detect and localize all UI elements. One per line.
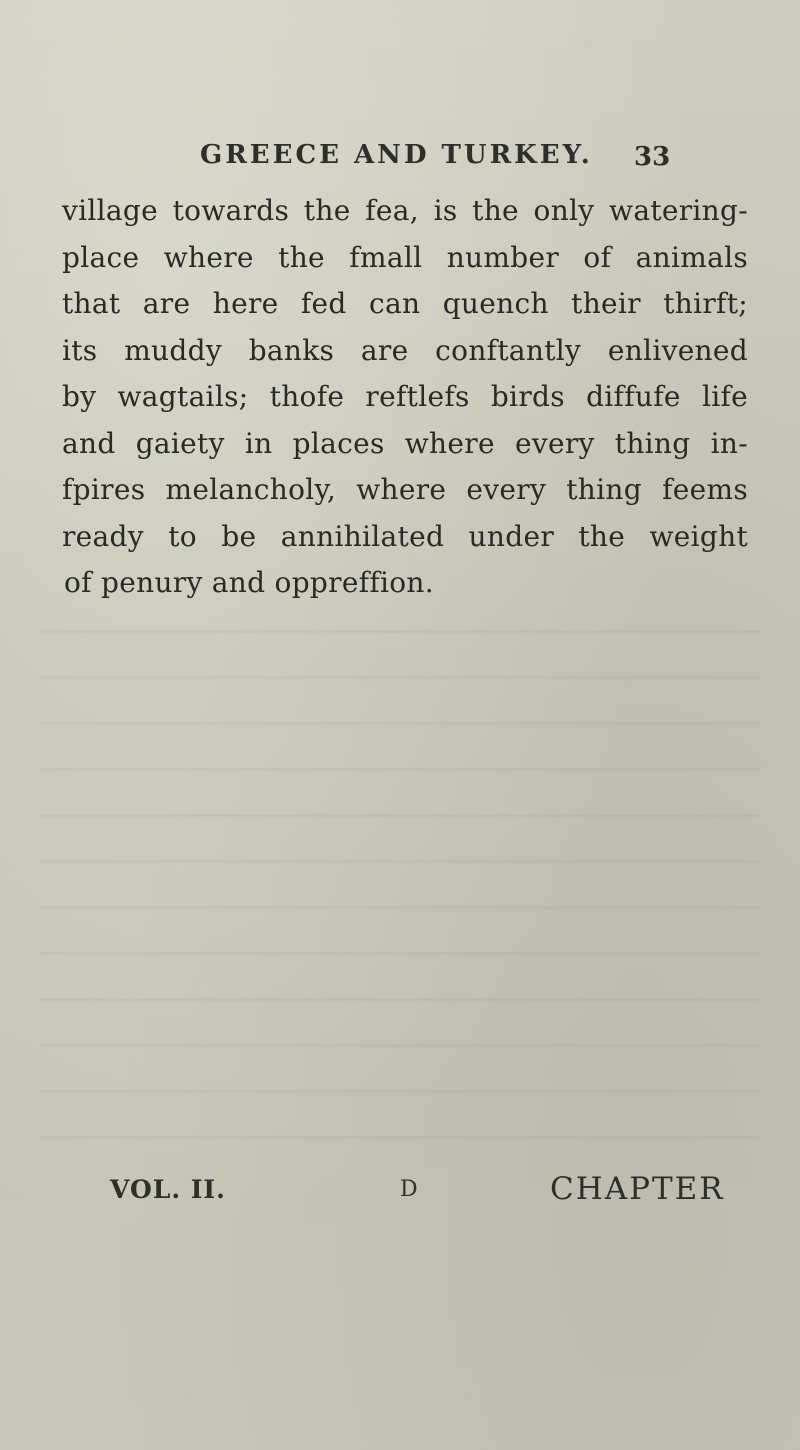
text-line: that are here fed can quench their thirft; [62, 287, 748, 320]
text-line: and gaiety in places where every thing in- [62, 426, 748, 460]
catchword: CHAPTER [550, 1171, 725, 1207]
running-head: GREECE AND TURKEY. [200, 140, 593, 170]
signature-mark: D [400, 1177, 418, 1202]
show-through-texture [40, 600, 760, 1160]
page-footer [110, 1171, 760, 1215]
volume-signature: VOL. II. [110, 1175, 226, 1204]
text-line: of penury and oppreffion. [64, 566, 434, 599]
text-line: place where the fmall number of animals [62, 240, 748, 274]
text-line: village towards the fea, is the only watering- [62, 194, 748, 227]
page-number: 33 [634, 142, 671, 172]
text-line: ready to be annihilated under the weight [62, 519, 748, 553]
body-paragraph [62, 188, 748, 607]
text-line: by wagtails; thofe reftlefs birds diffufe life [62, 380, 748, 413]
text-line: its muddy banks are conftantly enlivened [62, 333, 748, 367]
text-line: fpires melancholy, where every thing feems [62, 473, 748, 506]
